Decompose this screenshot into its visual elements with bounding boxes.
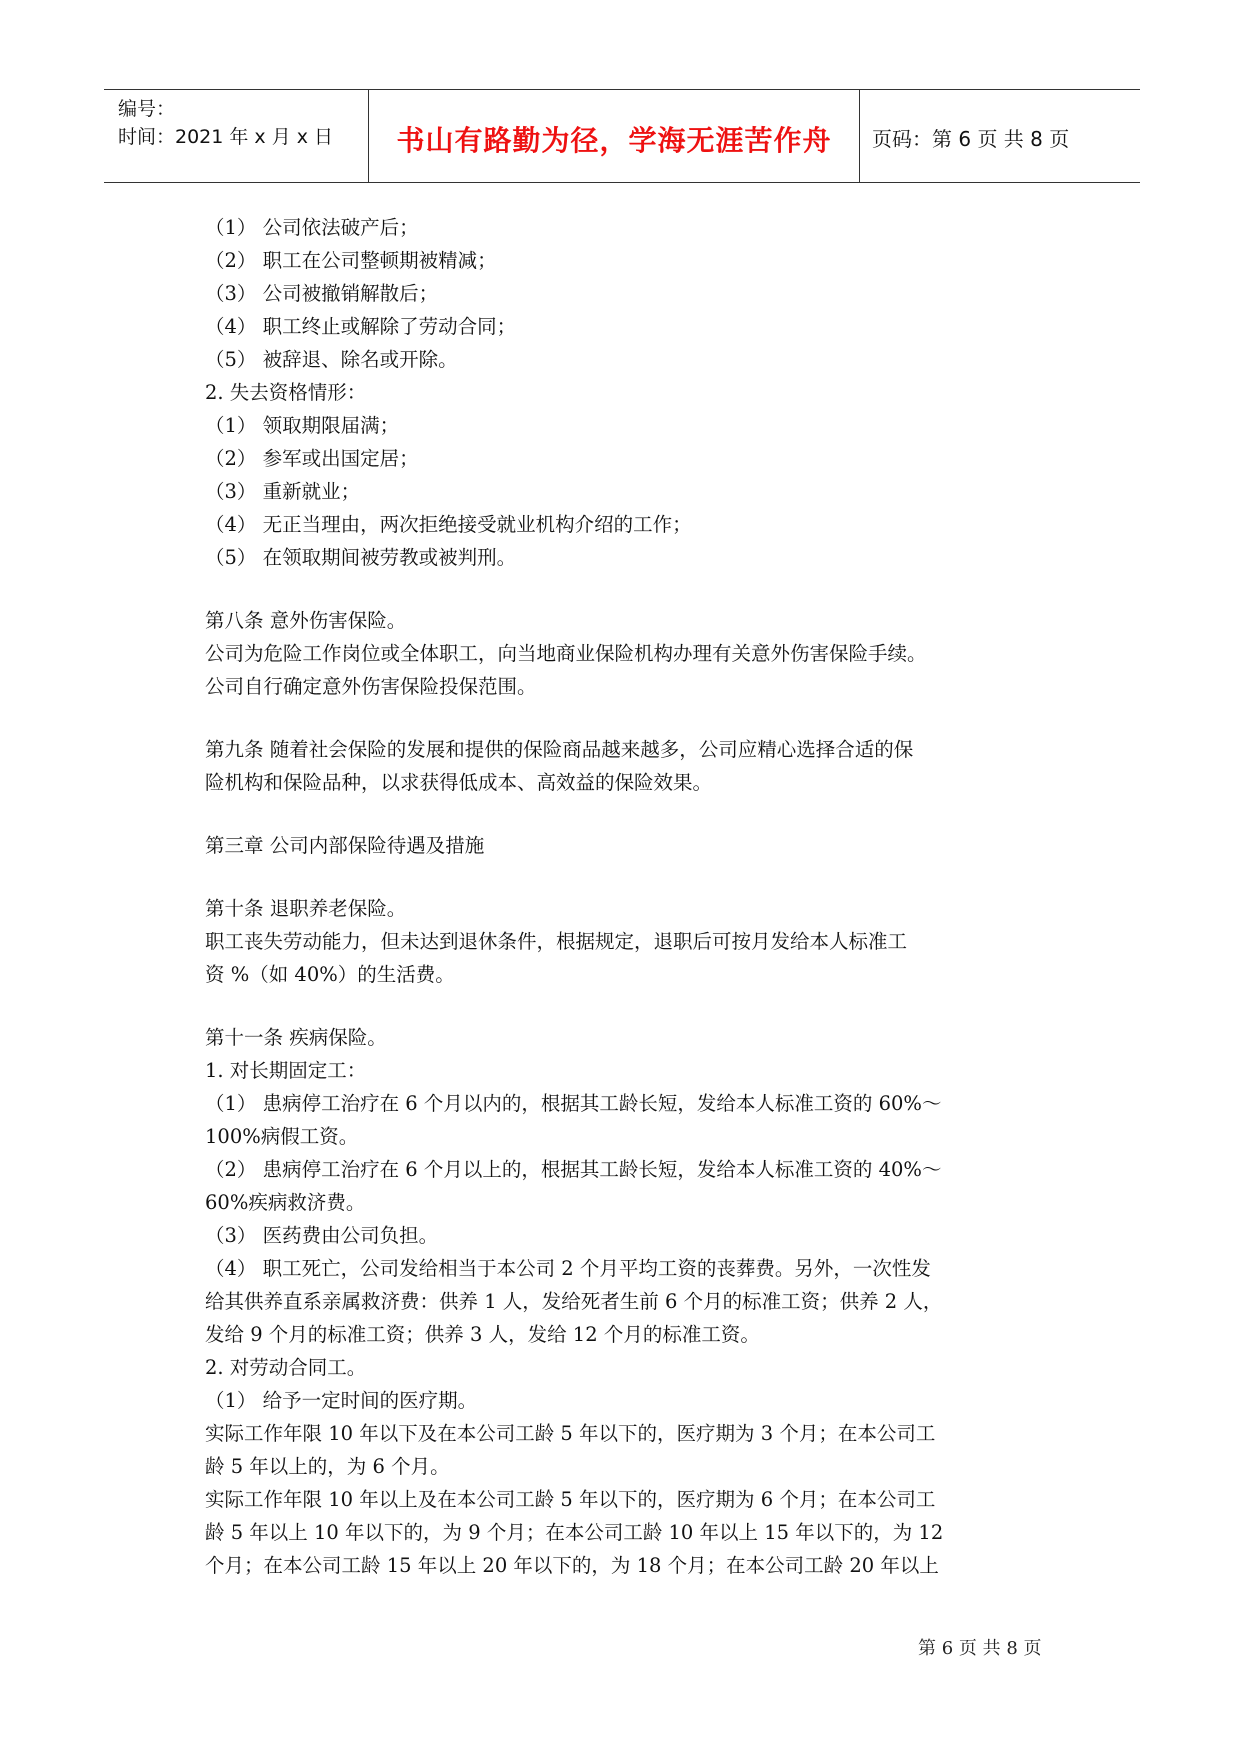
body-text-line: 给其供养直系亲属救济费：供养 1 人，发给死者生前 6 个月的标准工资；供养 2 人， (205, 1290, 943, 1313)
body-text-line: 公司为危险工作岗位或全体职工，向当地商业保险机构办理有关意外伤害保险手续。 (205, 642, 927, 665)
body-text-line: 职工丧失劳动能力，但未达到退休条件，根据规定，退职后可按月发给本人标准工 (205, 930, 908, 953)
body-text-line: （4） 职工终止或解除了劳动合同； (205, 315, 517, 338)
header-info-cell (104, 90, 368, 182)
paragraph-gap (205, 703, 1045, 733)
document-body (205, 211, 1045, 1582)
document-number-label: 编号： (118, 98, 176, 120)
body-text-line: 1. 对长期固定工： (205, 1059, 367, 1082)
body-text-line: 实际工作年限 10 年以下及在本公司工龄 5 年以下的，医疗期为 3 个月；在本公司工 (205, 1422, 936, 1445)
body-text-line: 第十条 退职养老保险。 (205, 897, 407, 920)
body-text-line: 个月；在本公司工龄 15 年以上 20 年以下的，为 18 个月；在本公司工龄 20 年以上 (205, 1554, 939, 1577)
body-text-line: （2） 参军或出国定居； (205, 447, 419, 470)
body-text-line: 60%疾病救济费。 (205, 1191, 366, 1214)
header-page-cell (860, 90, 1140, 182)
paragraph-gap (205, 991, 1045, 1021)
body-text-line: （4） 职工死亡，公司发给相当于本公司 2 个月平均工资的丧葬费。另外，一次性发 (205, 1257, 931, 1280)
body-text-line: 2. 对劳动合同工。 (205, 1356, 367, 1379)
body-text-line: 资 %（如 40%）的生活费。 (205, 963, 455, 986)
body-text-line: 龄 5 年以上 10 年以下的，为 9 个月；在本公司工龄 10 年以上 15 年以下的，为 12 (205, 1521, 944, 1544)
body-text-line: （1） 领取期限届满； (205, 414, 400, 437)
paragraph-gap (205, 799, 1045, 829)
document-time-label: 时间：2021 年 x 月 x 日 (118, 126, 334, 148)
body-text-line: 第十一条 疾病保险。 (205, 1026, 387, 1049)
body-text-line: （1） 公司依法破产后； (205, 216, 419, 239)
body-text-line: （3） 医药费由公司负担。 (205, 1224, 439, 1247)
body-text-line: 实际工作年限 10 年以上及在本公司工龄 5 年以下的，医疗期为 6 个月；在本公司工 (205, 1488, 936, 1511)
body-text-line: 公司自行确定意外伤害保险投保范围。 (205, 675, 537, 698)
body-text-line: （5） 在领取期间被劳教或被判刑。 (205, 546, 517, 569)
body-text-line: （3） 公司被撤销解散后； (205, 282, 439, 305)
body-text-line: （2） 职工在公司整顿期被精减； (205, 249, 497, 272)
body-text-line: 险机构和保险品种，以求获得低成本、高效益的保险效果。 (205, 771, 713, 794)
body-text-line: （2） 患病停工治疗在 6 个月以上的，根据其工龄长短，发给本人标准工资的 40%～ (205, 1158, 942, 1181)
header-slogan-cell (368, 90, 860, 182)
body-text-line: （4） 无正当理由，两次拒绝接受就业机构介绍的工作； (205, 513, 692, 536)
body-text-line: 第三章 公司内部保险待遇及措施 (205, 834, 485, 857)
body-text-line: 龄 5 年以上的，为 6 个月。 (205, 1455, 450, 1478)
body-text-line: （3） 重新就业； (205, 480, 361, 503)
body-text-line: 2. 失去资格情形： (205, 381, 367, 404)
body-text-line: （1） 给予一定时间的医疗期。 (205, 1389, 478, 1412)
body-text-line: （5） 被辞退、除名或开除。 (205, 348, 458, 371)
body-text-line: 第九条 随着社会保险的发展和提供的保险商品越来越多，公司应精心选择合适的保 (205, 738, 914, 761)
body-text-line: 发给 9 个月的标准工资；供养 3 人，发给 12 个月的标准工资。 (205, 1323, 760, 1346)
paragraph-gap (205, 862, 1045, 892)
page-header (104, 89, 1140, 183)
body-text-line: （1） 患病停工治疗在 6 个月以内的，根据其工龄长短，发给本人标准工资的 60%～ (205, 1092, 942, 1115)
footer-page-number: 第 6 页 共 8 页 (918, 1638, 1042, 1659)
body-text-line: 第八条 意外伤害保险。 (205, 609, 407, 632)
paragraph-gap (205, 574, 1045, 604)
header-page-number: 页码：第 6 页 共 8 页 (872, 127, 1070, 151)
header-slogan: 书山有路勤为径，学海无涯苦作舟 (396, 124, 832, 157)
body-text-line: 100%病假工资。 (205, 1125, 359, 1148)
